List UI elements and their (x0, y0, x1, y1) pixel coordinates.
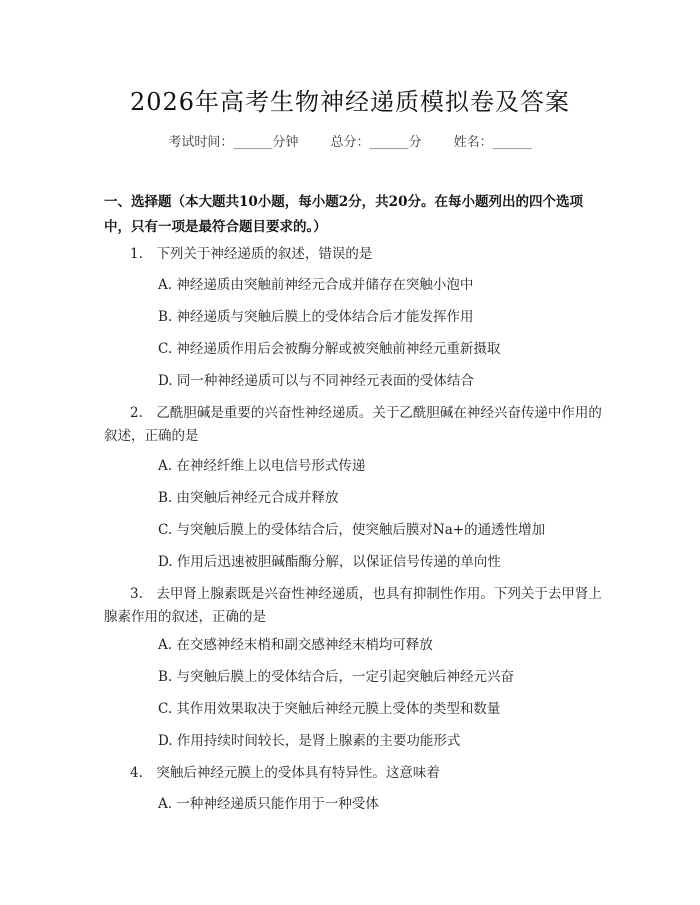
question-1-option-c: C. 神经递质作用后会被酶分解或被突触前神经元重新摄取 (158, 341, 501, 357)
question-3-option-a: A. 在交感神经末梢和副交感神经末梢均可释放 (158, 637, 433, 653)
question-4-stem: 4. 突触后神经元膜上的受体具有特异性。这意味着 (130, 765, 440, 781)
question-2-option-c: C. 与突触后膜上的受体结合后，使突触后膜对Na+的通透性增加 (158, 522, 546, 538)
section-heading-multiple-choice: 一、选择题（本大题共10小题，每小题2分，共20分。在每小题列出的四个选项中，只有一项是最符合题目要求的。） (104, 194, 583, 235)
question-1-option-d: D. 同一种神经递质可以与不同神经元表面的受体结合 (158, 373, 474, 389)
question-3-option-b: B. 与突触后膜上的受体结合后，一定引起突触后神经元兴奋 (158, 669, 515, 685)
question-1-option-a: A. 神经递质由突触前神经元合成并储存在突触小泡中 (158, 277, 474, 293)
question-3-option-d: D. 作用持续时间较长，是肾上腺素的主要功能形式 (158, 733, 461, 749)
question-3-option-c: C. 其作用效果取决于突触后神经元膜上受体的类型和数量 (158, 701, 501, 717)
question-1-stem: 1. 下列关于神经递质的叙述，错误的是 (130, 246, 373, 262)
exam-time-field: 考试时间：______分钟 (168, 135, 299, 150)
page-title: 2026年高考生物神经递质模拟卷及答案 (129, 88, 571, 116)
question-1-option-b: B. 神经递质与突触后膜上的受体结合后才能发挥作用 (158, 309, 474, 325)
exam-meta (0, 131, 700, 150)
question-4-option-a: A. 一种神经递质只能作用于一种受体 (158, 796, 379, 812)
question-3-stem: 3. 去甲肾上腺素既是兴奋性神经递质，也具有抑制性作用。下列关于去甲肾上腺素作用的叙述，正确的是 (104, 586, 602, 625)
question-2-option-d: D. 作用后迅速被胆碱酯酶分解，以保证信号传递的单向性 (158, 554, 501, 570)
question-2-option-a: A. 在神经纤维上以电信号形式传递 (158, 458, 366, 474)
question-2-option-b: B. 由突触后神经元合成并释放 (158, 490, 339, 506)
question-2-stem: 2. 乙酰胆碱是重要的兴奋性神经递质。关于乙酰胆碱在神经兴奋传递中作用的叙述，正确的是 (104, 405, 602, 444)
student-name-field: 姓名：______ (453, 135, 532, 150)
total-score-field: 总分：______分 (330, 135, 422, 150)
